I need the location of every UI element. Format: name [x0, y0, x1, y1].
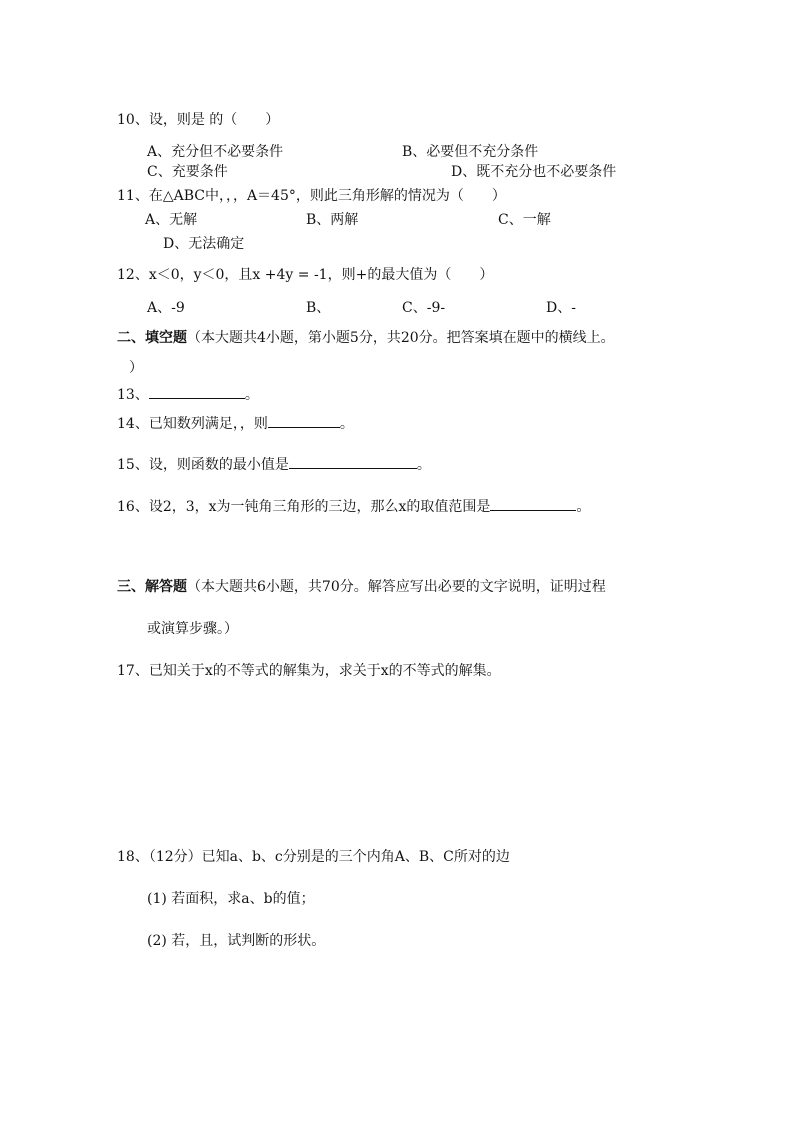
q13 [117, 384, 259, 404]
q12-option-c: C、-9- [402, 300, 446, 316]
q16-end: 。 [576, 499, 591, 515]
q11-stem: 11、在△ABC中，，，A＝45°，则此三角形解的情况为（ ） [117, 188, 506, 204]
section3-desc2: 或演算步骤。） [147, 621, 238, 637]
q11-option-c: C、一解 [498, 212, 551, 228]
q18-stem: 18、（12分）已知a、b、c分别是的三个内角A、B、C所对的边 [117, 849, 510, 865]
section2-heading: 二、填空题 [117, 330, 187, 346]
q10-option-a: A、充分但不必要条件 [147, 144, 284, 160]
q18-part2: (2) 若，且，试判断的形状。 [147, 933, 326, 949]
q13-num: 13、 [117, 387, 149, 403]
section2-close: ） [129, 360, 143, 376]
q10-option-d: D、既不充分也不必要条件 [451, 164, 617, 180]
q16 [117, 496, 590, 516]
q18-part1: (1) 若面积，求a、b的值； [147, 891, 315, 907]
q15 [117, 454, 431, 474]
section2-title [117, 329, 615, 347]
q16-blank [490, 496, 576, 511]
q11-option-b: B、两解 [306, 212, 359, 228]
q12-option-d: D、- [546, 300, 576, 316]
q10-option-b: B、必要但不充分条件 [402, 144, 539, 160]
q15-blank [289, 454, 417, 469]
q13-end: 。 [244, 387, 259, 403]
q12-option-b: B、 [306, 300, 331, 316]
q14-text: 14、已知数列满足，，则 [117, 416, 268, 432]
q11-option-a: A、无解 [145, 212, 198, 228]
section3-desc: （本大题共6小题，共70分。解答应写出必要的文字说明，证明过程 [187, 579, 606, 595]
q14 [117, 413, 354, 433]
section3-heading: 三、解答题 [117, 579, 187, 595]
q10-option-c: C、充要条件 [147, 164, 228, 180]
q14-blank [268, 413, 340, 428]
q15-text: 15、设，则函数的最小值是 [117, 457, 289, 473]
q15-end: 。 [416, 457, 431, 473]
section2-desc: （本大题共4小题，第小题5分，共20分。把答案填在题中的横线上。 [187, 330, 615, 346]
q10-stem: 10、设，则是 的（ ） [117, 112, 280, 128]
q13-blank [149, 384, 245, 399]
q17: 17、已知关于x的不等式的解集为，求关于x的不等式的解集。 [117, 663, 501, 679]
q12-option-a: A、-9 [147, 300, 185, 316]
q16-text: 16、设2，3，x为一钝角三角形的三边，那么x的取值范围是 [117, 499, 491, 515]
section3-title [117, 578, 606, 596]
q14-end: 。 [339, 416, 354, 432]
q12-stem: 12、x＜0，y＜0，且x +4y = -1，则+的最大值为（ ） [117, 267, 494, 283]
q11-option-d: D、无法确定 [163, 236, 245, 252]
